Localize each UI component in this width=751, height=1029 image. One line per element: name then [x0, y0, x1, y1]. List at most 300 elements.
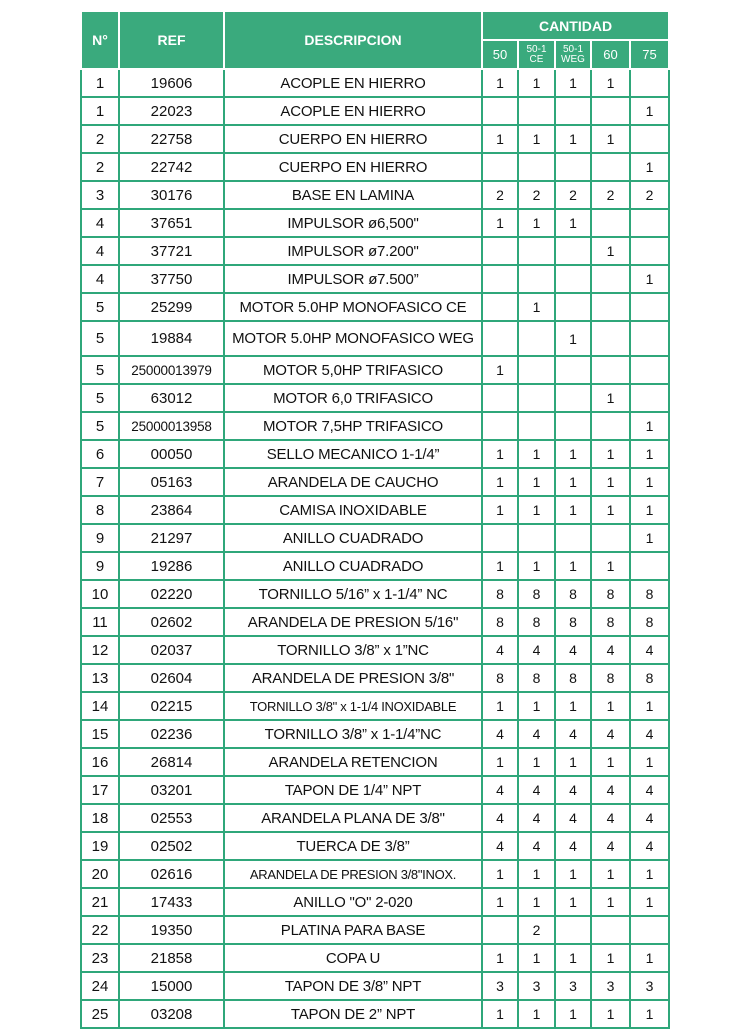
- cell-qty-50-1-ce: 2: [518, 181, 555, 209]
- cell-qty-50: 8: [482, 608, 518, 636]
- cell-ref: 37721: [119, 237, 224, 265]
- cell-qty-60: 3: [591, 972, 630, 1000]
- parts-table: [80, 10, 670, 1029]
- cell-qty-50-1-ce: 4: [518, 832, 555, 860]
- cell-qty-75: 8: [630, 664, 669, 692]
- cell-qty-50-1-weg: [555, 265, 591, 293]
- cell-num: 6: [81, 440, 119, 468]
- cell-qty-50-1-weg: 1: [555, 321, 591, 356]
- cell-qty-50: [482, 524, 518, 552]
- cell-qty-50-1-weg: 4: [555, 720, 591, 748]
- cell-qty-50: [482, 265, 518, 293]
- cell-qty-50-1-weg: 1: [555, 748, 591, 776]
- cell-qty-50-1-ce: 1: [518, 125, 555, 153]
- cell-ref: 22758: [119, 125, 224, 153]
- cell-descripcion: ARANDELA DE PRESION 3/8"INOX.: [224, 860, 482, 888]
- cell-qty-50-1-weg: 2: [555, 181, 591, 209]
- cell-qty-75: 1: [630, 496, 669, 524]
- cell-descripcion: ARANDELA DE CAUCHO: [224, 468, 482, 496]
- table-row: [81, 412, 669, 440]
- cell-qty-75: 1: [630, 524, 669, 552]
- cell-qty-75: 1: [630, 944, 669, 972]
- cell-qty-75: 1: [630, 748, 669, 776]
- table-row: [81, 832, 669, 860]
- cell-ref: 21858: [119, 944, 224, 972]
- cell-descripcion: TORNILLO 3/8" x 1-1/4 INOXIDABLE: [224, 692, 482, 720]
- cell-ref: 15000: [119, 972, 224, 1000]
- table-row: [81, 664, 669, 692]
- cell-ref: 03201: [119, 776, 224, 804]
- cell-qty-75: 1: [630, 97, 669, 125]
- cell-qty-50: [482, 153, 518, 181]
- cell-ref: 03208: [119, 1000, 224, 1028]
- table-row: [81, 608, 669, 636]
- cell-qty-75: [630, 552, 669, 580]
- cell-qty-60: 4: [591, 636, 630, 664]
- cell-qty-75: 1: [630, 692, 669, 720]
- table-row: [81, 804, 669, 832]
- cell-qty-50: 1: [482, 125, 518, 153]
- cell-qty-75: 1: [630, 468, 669, 496]
- table-row: [81, 440, 669, 468]
- cell-qty-50-1-ce: [518, 97, 555, 125]
- cell-qty-50: 1: [482, 356, 518, 384]
- cell-num: 5: [81, 356, 119, 384]
- cell-qty-50: 1: [482, 944, 518, 972]
- cell-qty-50-1-weg: 3: [555, 972, 591, 1000]
- cell-descripcion: CUERPO EN HIERRO: [224, 153, 482, 181]
- cell-qty-60: 1: [591, 692, 630, 720]
- table-row: [81, 496, 669, 524]
- cell-num: 11: [81, 608, 119, 636]
- cell-ref: 02215: [119, 692, 224, 720]
- cell-qty-50: [482, 293, 518, 321]
- cell-num: 5: [81, 321, 119, 356]
- cell-qty-50-1-ce: [518, 384, 555, 412]
- cell-ref: 02604: [119, 664, 224, 692]
- cell-descripcion: PLATINA PARA BASE: [224, 916, 482, 944]
- cell-qty-50: 1: [482, 888, 518, 916]
- cell-ref: 00050: [119, 440, 224, 468]
- cell-num: 24: [81, 972, 119, 1000]
- cell-qty-75: 8: [630, 608, 669, 636]
- cell-descripcion: BASE EN LAMINA: [224, 181, 482, 209]
- cell-qty-50-1-weg: [555, 97, 591, 125]
- cell-ref: 02037: [119, 636, 224, 664]
- cell-num: 1: [81, 69, 119, 97]
- cell-ref: 23864: [119, 496, 224, 524]
- cell-qty-50: 1: [482, 552, 518, 580]
- cell-descripcion: ARANDELA RETENCION: [224, 748, 482, 776]
- cell-qty-60: 1: [591, 237, 630, 265]
- cell-descripcion: CAMISA INOXIDABLE: [224, 496, 482, 524]
- cell-descripcion: IMPULSOR ø6,500": [224, 209, 482, 237]
- table-row: [81, 265, 669, 293]
- cell-qty-75: 2: [630, 181, 669, 209]
- cell-qty-50-1-ce: 1: [518, 944, 555, 972]
- cell-qty-50: 1: [482, 69, 518, 97]
- cell-qty-60: [591, 356, 630, 384]
- cell-qty-60: [591, 97, 630, 125]
- cell-qty-50-1-ce: 1: [518, 496, 555, 524]
- cell-qty-50-1-ce: [518, 524, 555, 552]
- cell-qty-50: 4: [482, 720, 518, 748]
- cell-descripcion: TORNILLO 5/16” x 1-1/4” NC: [224, 580, 482, 608]
- cell-qty-60: [591, 321, 630, 356]
- cell-qty-60: 1: [591, 552, 630, 580]
- cell-num: 16: [81, 748, 119, 776]
- cell-qty-50: 1: [482, 692, 518, 720]
- cell-qty-50-1-ce: 1: [518, 293, 555, 321]
- cell-qty-50: [482, 321, 518, 356]
- cell-qty-60: 1: [591, 748, 630, 776]
- cell-qty-60: [591, 916, 630, 944]
- cell-qty-50: 1: [482, 496, 518, 524]
- cell-qty-75: [630, 125, 669, 153]
- cell-ref: 02220: [119, 580, 224, 608]
- cell-descripcion: MOTOR 5.0HP MONOFASICO CE: [224, 293, 482, 321]
- table-row: [81, 181, 669, 209]
- cell-qty-75: [630, 237, 669, 265]
- table-row: [81, 97, 669, 125]
- cell-qty-50-1-ce: 1: [518, 1000, 555, 1028]
- cell-qty-50-1-weg: 1: [555, 468, 591, 496]
- cell-descripcion: MOTOR 5,0HP TRIFASICO: [224, 356, 482, 384]
- table-row: [81, 748, 669, 776]
- cell-qty-50-1-ce: 1: [518, 692, 555, 720]
- cell-qty-50: 8: [482, 580, 518, 608]
- table-row: [81, 524, 669, 552]
- cell-qty-50-1-weg: 4: [555, 776, 591, 804]
- cell-qty-50-1-weg: [555, 524, 591, 552]
- cell-qty-50: [482, 412, 518, 440]
- cell-qty-75: 1: [630, 440, 669, 468]
- cell-descripcion: TORNILLO 3/8” x 1-1/4”NC: [224, 720, 482, 748]
- cell-qty-50-1-ce: 2: [518, 916, 555, 944]
- cell-num: 23: [81, 944, 119, 972]
- cell-descripcion: ANILLO "O" 2-020: [224, 888, 482, 916]
- cell-qty-50-1-ce: [518, 237, 555, 265]
- cell-ref: 30176: [119, 181, 224, 209]
- cell-qty-50-1-weg: 1: [555, 125, 591, 153]
- cell-ref: 02602: [119, 608, 224, 636]
- table-row: [81, 720, 669, 748]
- cell-qty-75: 1: [630, 265, 669, 293]
- cell-qty-60: 1: [591, 860, 630, 888]
- cell-qty-75: 4: [630, 832, 669, 860]
- table-row: [81, 209, 669, 237]
- cell-descripcion: ACOPLE EN HIERRO: [224, 97, 482, 125]
- cell-qty-50-1-ce: 4: [518, 636, 555, 664]
- cell-qty-60: 1: [591, 440, 630, 468]
- table-row: [81, 125, 669, 153]
- cell-qty-50-1-weg: 1: [555, 692, 591, 720]
- cell-descripcion: COPA U: [224, 944, 482, 972]
- cell-qty-75: 1: [630, 860, 669, 888]
- cell-qty-50: 1: [482, 860, 518, 888]
- cell-num: 4: [81, 237, 119, 265]
- cell-qty-50-1-ce: 1: [518, 209, 555, 237]
- cell-qty-60: 8: [591, 580, 630, 608]
- cell-ref: 25000013979: [119, 356, 224, 384]
- table-row: [81, 916, 669, 944]
- cell-qty-75: 1: [630, 153, 669, 181]
- table-row: [81, 944, 669, 972]
- cell-qty-60: 4: [591, 804, 630, 832]
- cell-ref: 02616: [119, 860, 224, 888]
- cell-qty-60: [591, 524, 630, 552]
- cell-qty-50-1-weg: [555, 916, 591, 944]
- cell-qty-50-1-weg: 1: [555, 440, 591, 468]
- parts-table-body: [81, 69, 669, 1028]
- cell-descripcion: TORNILLO 3/8” x 1”NC: [224, 636, 482, 664]
- table-row: [81, 860, 669, 888]
- cell-qty-75: 3: [630, 972, 669, 1000]
- cell-num: 9: [81, 552, 119, 580]
- header-qty-60: 60: [591, 40, 630, 69]
- cell-num: 18: [81, 804, 119, 832]
- cell-qty-50: 4: [482, 832, 518, 860]
- cell-qty-50-1-weg: 8: [555, 608, 591, 636]
- cell-qty-50-1-ce: [518, 321, 555, 356]
- cell-qty-60: [591, 209, 630, 237]
- cell-descripcion: MOTOR 6,0 TRIFASICO: [224, 384, 482, 412]
- cell-qty-50-1-weg: [555, 153, 591, 181]
- table-row: [81, 237, 669, 265]
- table-row: [81, 636, 669, 664]
- cell-ref: 19884: [119, 321, 224, 356]
- cell-qty-50-1-weg: 1: [555, 860, 591, 888]
- cell-qty-75: [630, 916, 669, 944]
- cell-ref: 19286: [119, 552, 224, 580]
- cell-num: 1: [81, 97, 119, 125]
- cell-qty-50-1-ce: 1: [518, 552, 555, 580]
- cell-descripcion: TAPON DE 2” NPT: [224, 1000, 482, 1028]
- cell-num: 8: [81, 496, 119, 524]
- cell-descripcion: ANILLO CUADRADO: [224, 552, 482, 580]
- cell-qty-50-1-ce: 3: [518, 972, 555, 1000]
- cell-ref: 02502: [119, 832, 224, 860]
- cell-ref: 21297: [119, 524, 224, 552]
- cell-qty-50-1-ce: [518, 412, 555, 440]
- cell-qty-50-1-ce: [518, 265, 555, 293]
- cell-qty-50-1-weg: 4: [555, 636, 591, 664]
- cell-qty-50: 2: [482, 181, 518, 209]
- cell-num: 9: [81, 524, 119, 552]
- cell-num: 22: [81, 916, 119, 944]
- cell-qty-75: [630, 356, 669, 384]
- cell-num: 14: [81, 692, 119, 720]
- cell-ref: 05163: [119, 468, 224, 496]
- cell-qty-60: [591, 412, 630, 440]
- cell-qty-60: 4: [591, 776, 630, 804]
- cell-qty-50-1-weg: 1: [555, 552, 591, 580]
- cell-qty-50-1-weg: 1: [555, 888, 591, 916]
- cell-qty-60: 1: [591, 888, 630, 916]
- cell-qty-50: 4: [482, 776, 518, 804]
- cell-qty-50-1-weg: [555, 293, 591, 321]
- cell-qty-50-1-ce: 4: [518, 720, 555, 748]
- cell-descripcion: TAPON DE 1/4” NPT: [224, 776, 482, 804]
- cell-qty-50-1-ce: 8: [518, 608, 555, 636]
- cell-qty-50-1-ce: 1: [518, 888, 555, 916]
- cell-num: 21: [81, 888, 119, 916]
- cell-qty-50: 4: [482, 804, 518, 832]
- cell-qty-60: [591, 293, 630, 321]
- cell-ref: 19350: [119, 916, 224, 944]
- cell-ref: 26814: [119, 748, 224, 776]
- cell-num: 2: [81, 125, 119, 153]
- cell-qty-60: 1: [591, 69, 630, 97]
- cell-ref: 25299: [119, 293, 224, 321]
- header-qty-50-1-ce: 50-1 CE: [518, 40, 555, 69]
- cell-num: 19: [81, 832, 119, 860]
- cell-qty-60: 1: [591, 384, 630, 412]
- cell-ref: 22742: [119, 153, 224, 181]
- cell-qty-50: 1: [482, 748, 518, 776]
- cell-num: 20: [81, 860, 119, 888]
- cell-descripcion: SELLO MECANICO 1-1/4”: [224, 440, 482, 468]
- cell-ref: 63012: [119, 384, 224, 412]
- cell-qty-75: 4: [630, 804, 669, 832]
- cell-qty-50-1-ce: 8: [518, 580, 555, 608]
- header-qty-50: 50: [482, 40, 518, 69]
- cell-qty-50-1-weg: 1: [555, 496, 591, 524]
- cell-ref: 37750: [119, 265, 224, 293]
- cell-qty-50-1-ce: 1: [518, 468, 555, 496]
- table-row: [81, 468, 669, 496]
- table-row: [81, 888, 669, 916]
- cell-num: 7: [81, 468, 119, 496]
- cell-qty-60: [591, 153, 630, 181]
- cell-qty-50: 1: [482, 440, 518, 468]
- header-cantidad: CANTIDAD: [482, 11, 669, 40]
- cell-qty-75: 1: [630, 888, 669, 916]
- cell-qty-50-1-weg: [555, 412, 591, 440]
- cell-qty-50: [482, 916, 518, 944]
- cell-qty-75: [630, 321, 669, 356]
- cell-num: 12: [81, 636, 119, 664]
- cell-num: 15: [81, 720, 119, 748]
- cell-qty-50: 4: [482, 636, 518, 664]
- cell-num: 17: [81, 776, 119, 804]
- cell-qty-50-1-ce: 1: [518, 69, 555, 97]
- table-row: [81, 552, 669, 580]
- cell-num: 5: [81, 384, 119, 412]
- cell-qty-50: [482, 384, 518, 412]
- table-row: [81, 293, 669, 321]
- cell-qty-60: 8: [591, 608, 630, 636]
- cell-qty-75: 4: [630, 776, 669, 804]
- cell-descripcion: TAPON DE 3/8” NPT: [224, 972, 482, 1000]
- cell-qty-60: 4: [591, 720, 630, 748]
- header-num: N°: [81, 11, 119, 69]
- table-row: [81, 356, 669, 384]
- table-row: [81, 321, 669, 356]
- cell-descripcion: ARANDELA DE PRESION 5/16": [224, 608, 482, 636]
- cell-qty-50-1-weg: 4: [555, 832, 591, 860]
- cell-qty-50-1-ce: 4: [518, 776, 555, 804]
- cell-qty-50-1-weg: [555, 384, 591, 412]
- cell-qty-50-1-weg: 4: [555, 804, 591, 832]
- cell-qty-60: 1: [591, 1000, 630, 1028]
- cell-descripcion: MOTOR 5.0HP MONOFASICO WEG: [224, 321, 482, 356]
- cell-qty-50-1-ce: [518, 356, 555, 384]
- cell-qty-50-1-ce: 1: [518, 748, 555, 776]
- cell-ref: 02236: [119, 720, 224, 748]
- cell-qty-50: 1: [482, 209, 518, 237]
- cell-descripcion: IMPULSOR ø7.500”: [224, 265, 482, 293]
- cell-ref: 22023: [119, 97, 224, 125]
- cell-qty-50-1-weg: 1: [555, 944, 591, 972]
- cell-qty-50-1-weg: 1: [555, 209, 591, 237]
- cell-descripcion: CUERPO EN HIERRO: [224, 125, 482, 153]
- table-row: [81, 580, 669, 608]
- cell-qty-50: [482, 237, 518, 265]
- cell-descripcion: ANILLO CUADRADO: [224, 524, 482, 552]
- cell-num: 4: [81, 209, 119, 237]
- cell-qty-60: 4: [591, 832, 630, 860]
- cell-qty-60: 1: [591, 944, 630, 972]
- cell-qty-50-1-ce: 1: [518, 440, 555, 468]
- cell-num: 2: [81, 153, 119, 181]
- cell-descripcion: TUERCA DE 3/8”: [224, 832, 482, 860]
- cell-ref: 37651: [119, 209, 224, 237]
- table-row: [81, 972, 669, 1000]
- cell-ref: 19606: [119, 69, 224, 97]
- cell-qty-75: 1: [630, 412, 669, 440]
- cell-ref: 25000013958: [119, 412, 224, 440]
- cell-qty-50-1-weg: 1: [555, 1000, 591, 1028]
- cell-qty-50-1-weg: [555, 237, 591, 265]
- cell-qty-75: 1: [630, 1000, 669, 1028]
- cell-qty-60: 1: [591, 496, 630, 524]
- cell-qty-50: 3: [482, 972, 518, 1000]
- header-qty-75: 75: [630, 40, 669, 69]
- parts-table-container: [80, 10, 668, 1029]
- cell-ref: 17433: [119, 888, 224, 916]
- cell-qty-75: [630, 69, 669, 97]
- cell-num: 5: [81, 293, 119, 321]
- table-row: [81, 384, 669, 412]
- cell-qty-60: 1: [591, 125, 630, 153]
- cell-qty-50-1-ce: 4: [518, 804, 555, 832]
- cell-qty-75: [630, 384, 669, 412]
- cell-num: 25: [81, 1000, 119, 1028]
- cell-num: 4: [81, 265, 119, 293]
- cell-qty-50-1-weg: 8: [555, 664, 591, 692]
- header-qty-50-1-weg: 50-1 WEG: [555, 40, 591, 69]
- cell-qty-60: [591, 265, 630, 293]
- table-row: [81, 692, 669, 720]
- cell-qty-60: 8: [591, 664, 630, 692]
- cell-qty-50-1-ce: [518, 153, 555, 181]
- table-row: [81, 69, 669, 97]
- cell-qty-50: 1: [482, 468, 518, 496]
- cell-descripcion: ACOPLE EN HIERRO: [224, 69, 482, 97]
- cell-num: 13: [81, 664, 119, 692]
- cell-qty-50-1-weg: [555, 356, 591, 384]
- cell-num: 3: [81, 181, 119, 209]
- cell-descripcion: IMPULSOR ø7.200": [224, 237, 482, 265]
- cell-qty-75: [630, 293, 669, 321]
- cell-qty-75: 8: [630, 580, 669, 608]
- cell-descripcion: MOTOR 7,5HP TRIFASICO: [224, 412, 482, 440]
- cell-qty-75: [630, 209, 669, 237]
- cell-qty-50-1-weg: 8: [555, 580, 591, 608]
- cell-qty-50-1-weg: 1: [555, 69, 591, 97]
- cell-descripcion: ARANDELA DE PRESION 3/8": [224, 664, 482, 692]
